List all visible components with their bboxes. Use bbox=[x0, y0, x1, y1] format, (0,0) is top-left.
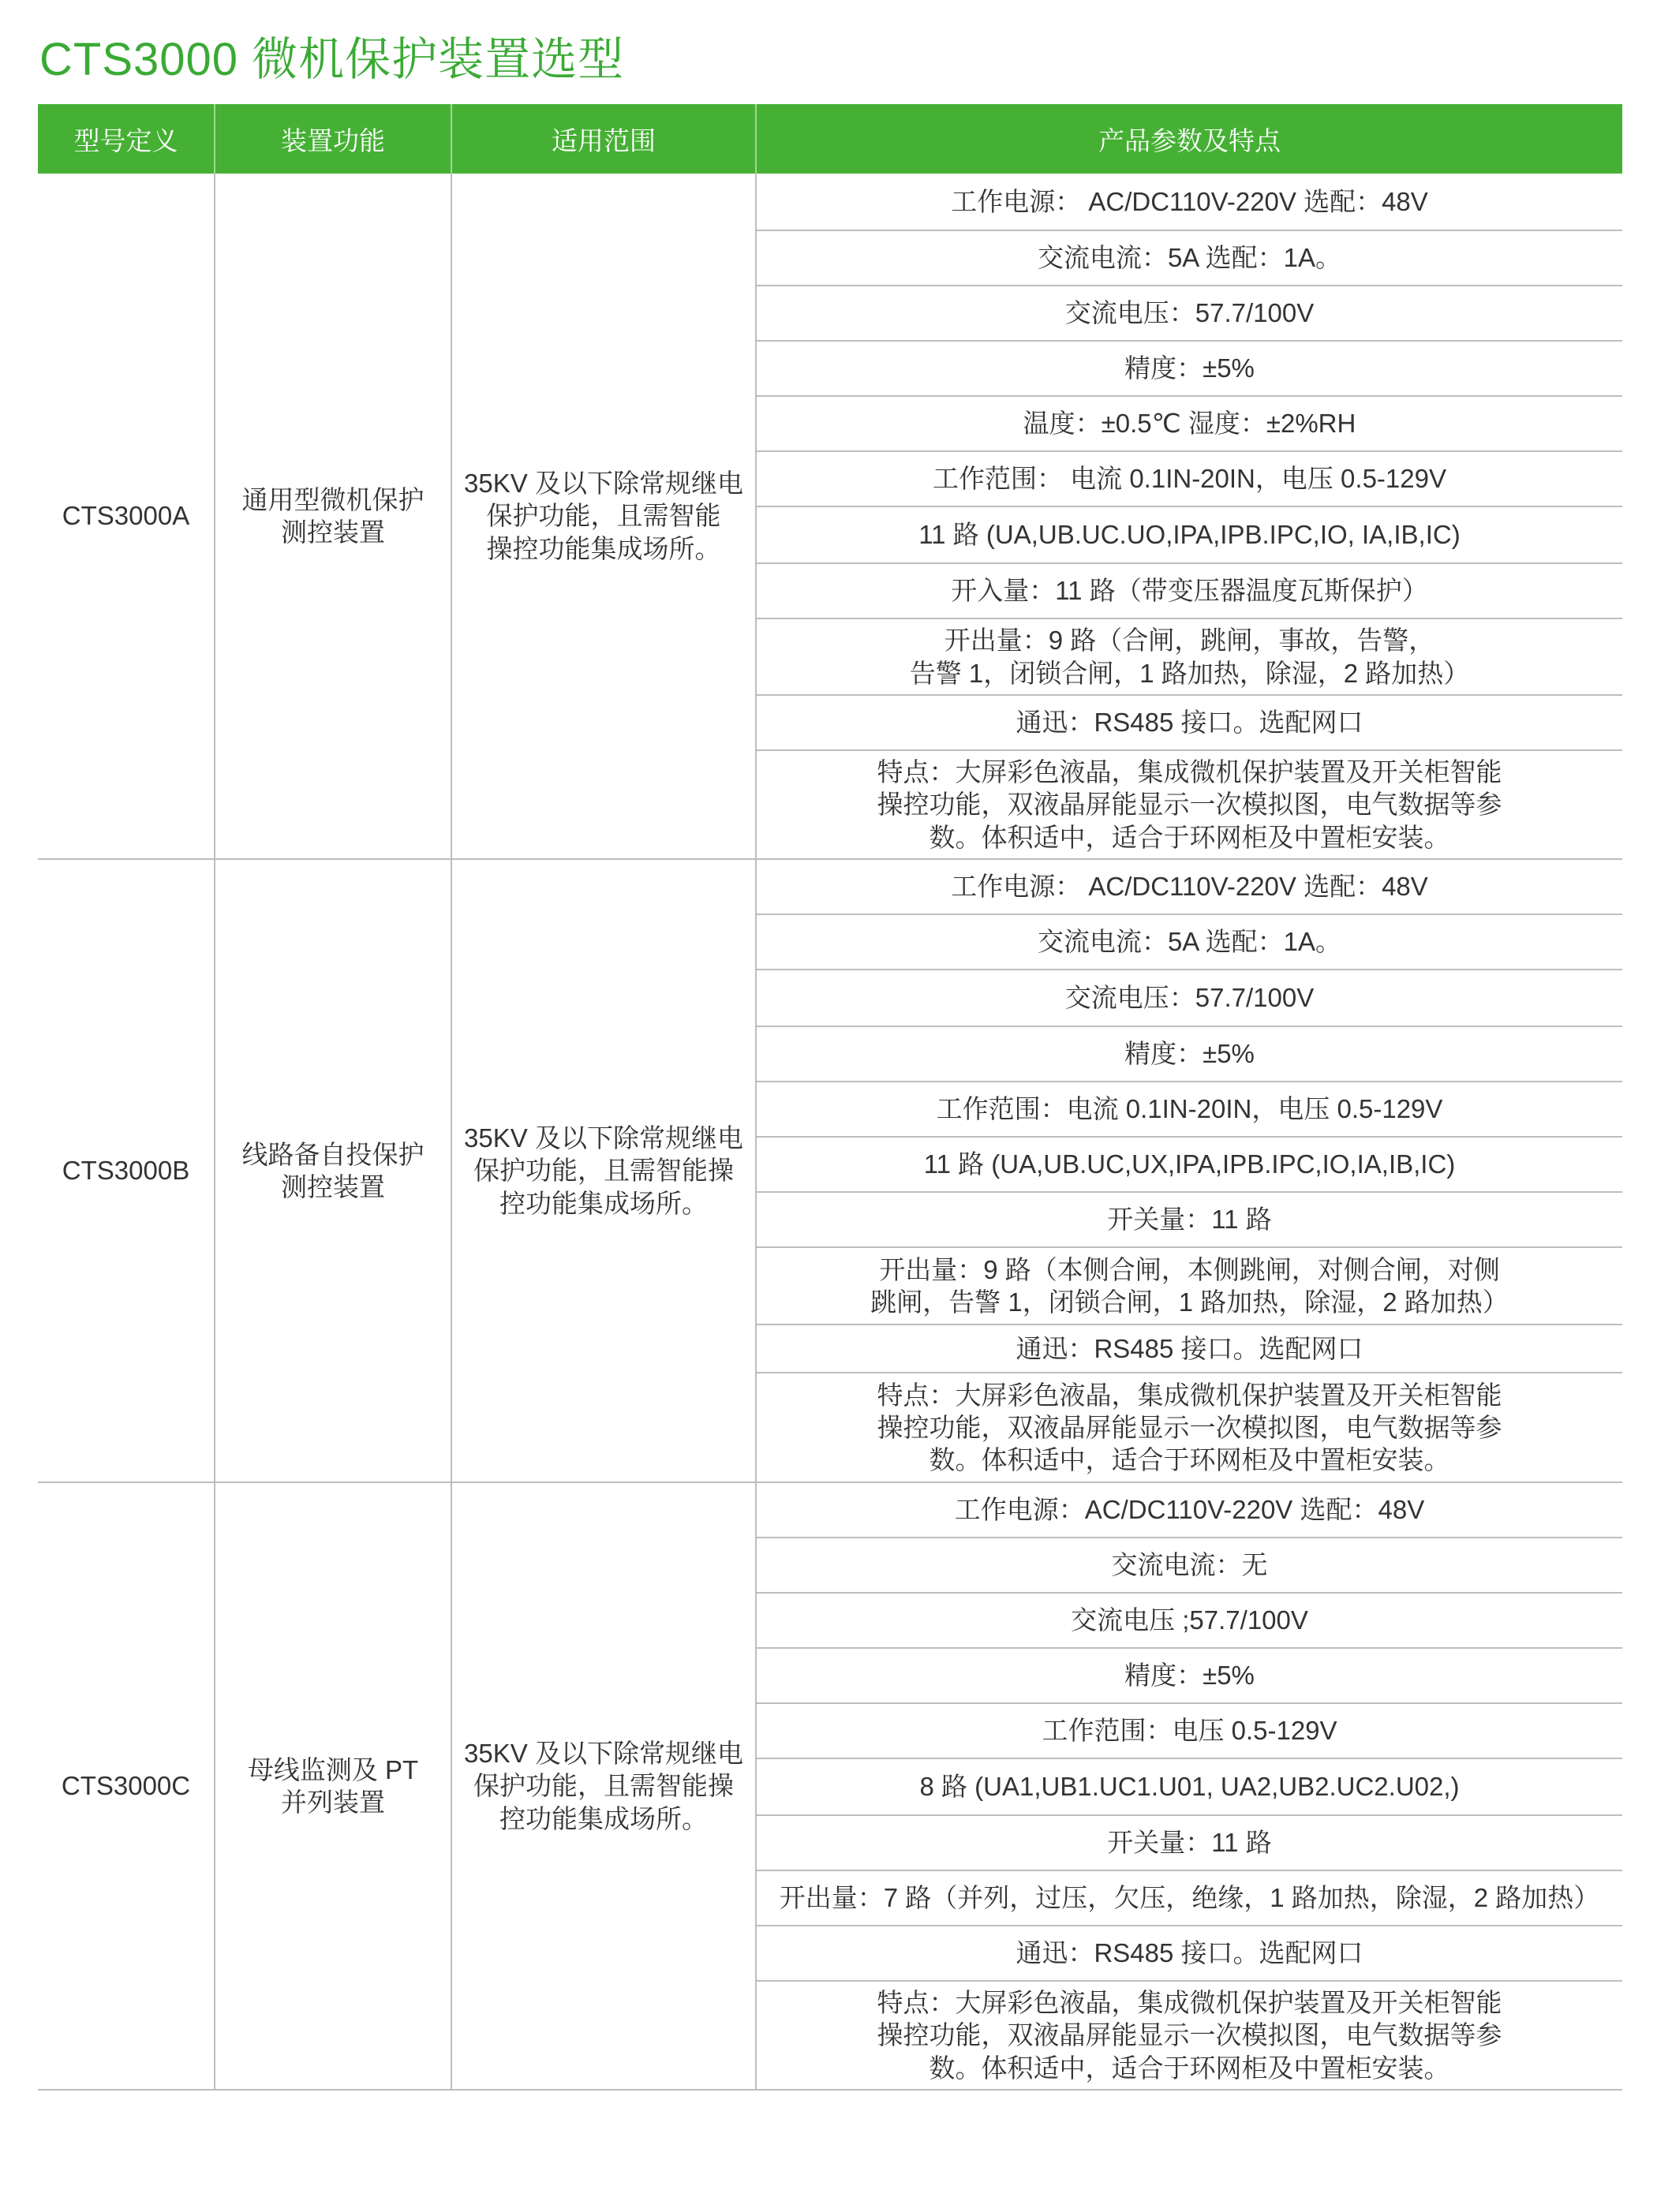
spec-cell: 工作电源： AC/DC110V-220V 选配：48V bbox=[756, 859, 1622, 914]
spec-cell: 特点：大屏彩色液晶，集成微机保护装置及开关柜智能 操控功能，双液晶屏能显示一次模拟图，电气数据等参 数。体积适中，适合于环网柜及中置柜安装。 bbox=[756, 750, 1622, 859]
function-cell: 母线监测及 PT 并列装置 bbox=[215, 1482, 451, 2090]
spec-cell: 开关量：11 路 bbox=[756, 1192, 1622, 1247]
spec-cell: 工作范围： 电流 0.1IN-20IN，电压 0.5-129V bbox=[756, 451, 1622, 506]
spec-cell: 开出量：9 路（本侧合闸，本侧跳闸，对侧合闸，对侧 跳闸，告警 1，闭锁合闸，1 路加热，除湿，2 路加热） bbox=[756, 1247, 1622, 1325]
selection-table bbox=[38, 104, 1622, 2091]
scope-cell: 35KV 及以下除常规继电 保护功能，且需智能操 控功能集成场所。 bbox=[451, 1482, 756, 2090]
spec-cell: 精度：±5% bbox=[756, 1648, 1622, 1703]
spec-cell: 通迅：RS485 接口。选配网口 bbox=[756, 695, 1622, 750]
scope-cell: 35KV 及以下除常规继电 保护功能，且需智能 操控功能集成场所。 bbox=[451, 174, 756, 859]
spec-cell: 特点：大屏彩色液晶，集成微机保护装置及开关柜智能 操控功能，双液晶屏能显示一次模拟图，电气数据等参 数。体积适中，适合于环网柜及中置柜安装。 bbox=[756, 1373, 1622, 1482]
spec-cell: 开关量：11 路 bbox=[756, 1815, 1622, 1870]
scope-cell: 35KV 及以下除常规继电 保护功能，且需智能操 控功能集成场所。 bbox=[451, 859, 756, 1482]
table-row bbox=[38, 859, 1622, 914]
spec-cell: 交流电压：57.7/100V bbox=[756, 286, 1622, 341]
spec-cell: 通迅：RS485 接口。选配网口 bbox=[756, 1325, 1622, 1373]
spec-cell: 交流电流：5A 选配：1A。 bbox=[756, 914, 1622, 970]
spec-cell: 11 路 (UA,UB.UC.UO,IPA,IPB.IPC,IO, IA,IB,IC) bbox=[756, 506, 1622, 563]
header-function: 装置功能 bbox=[215, 104, 451, 174]
spec-cell: 工作范围：电压 0.5-129V bbox=[756, 1703, 1622, 1758]
spec-cell: 开出量：7 路（并列，过压，欠压，绝缘，1 路加热，除湿，2 路加热） bbox=[756, 1870, 1622, 1926]
spec-cell: 开入量：11 路（带变压器温度瓦斯保护） bbox=[756, 563, 1622, 618]
table-row bbox=[38, 174, 1622, 230]
spec-cell: 工作范围：电流 0.1IN-20IN，电压 0.5-129V bbox=[756, 1082, 1622, 1137]
spec-cell: 精度：±5% bbox=[756, 341, 1622, 396]
spec-cell: 温度：±0.5℃ 湿度：±2%RH bbox=[756, 396, 1622, 451]
spec-cell: 特点：大屏彩色液晶，集成微机保护装置及开关柜智能 操控功能，双液晶屏能显示一次模拟图，电气数据等参 数。体积适中，适合于环网柜及中置柜安装。 bbox=[756, 1981, 1622, 2090]
model-cell: CTS3000A bbox=[38, 174, 215, 859]
spec-cell: 11 路 (UA,UB.UC,UX,IPA,IPB.IPC,IO,IA,IB,IC) bbox=[756, 1137, 1622, 1192]
spec-cell: 交流电流：5A 选配：1A。 bbox=[756, 230, 1622, 286]
spec-cell: 通迅：RS485 接口。选配网口 bbox=[756, 1926, 1622, 1981]
header-specs: 产品参数及特点 bbox=[756, 104, 1622, 174]
page-title: CTS3000 微机保护装置选型 bbox=[39, 34, 625, 85]
spec-cell: 交流电压：57.7/100V bbox=[756, 970, 1622, 1026]
model-cell: CTS3000B bbox=[38, 859, 215, 1482]
spec-cell: 交流电流：无 bbox=[756, 1538, 1622, 1593]
header-scope: 适用范围 bbox=[451, 104, 756, 174]
spec-cell: 精度：±5% bbox=[756, 1026, 1622, 1082]
model-cell: CTS3000C bbox=[38, 1482, 215, 2090]
spec-cell: 开出量：9 路（合闸，跳闸，事故，告警， 告警 1，闭锁合闸，1 路加热，除湿，2 路加热） bbox=[756, 618, 1622, 695]
spec-cell: 工作电源：AC/DC110V-220V 选配：48V bbox=[756, 1482, 1622, 1538]
spec-cell: 工作电源： AC/DC110V-220V 选配：48V bbox=[756, 174, 1622, 230]
function-cell: 线路备自投保护 测控装置 bbox=[215, 859, 451, 1482]
table-row bbox=[38, 1482, 1622, 1538]
header-model: 型号定义 bbox=[38, 104, 215, 174]
header-row bbox=[38, 104, 1622, 174]
spec-cell: 交流电压 ;57.7/100V bbox=[756, 1593, 1622, 1648]
function-cell: 通用型微机保护 测控装置 bbox=[215, 174, 451, 859]
spec-cell: 8 路 (UA1,UB1.UC1.U01, UA2,UB2.UC2.U02,) bbox=[756, 1758, 1622, 1815]
